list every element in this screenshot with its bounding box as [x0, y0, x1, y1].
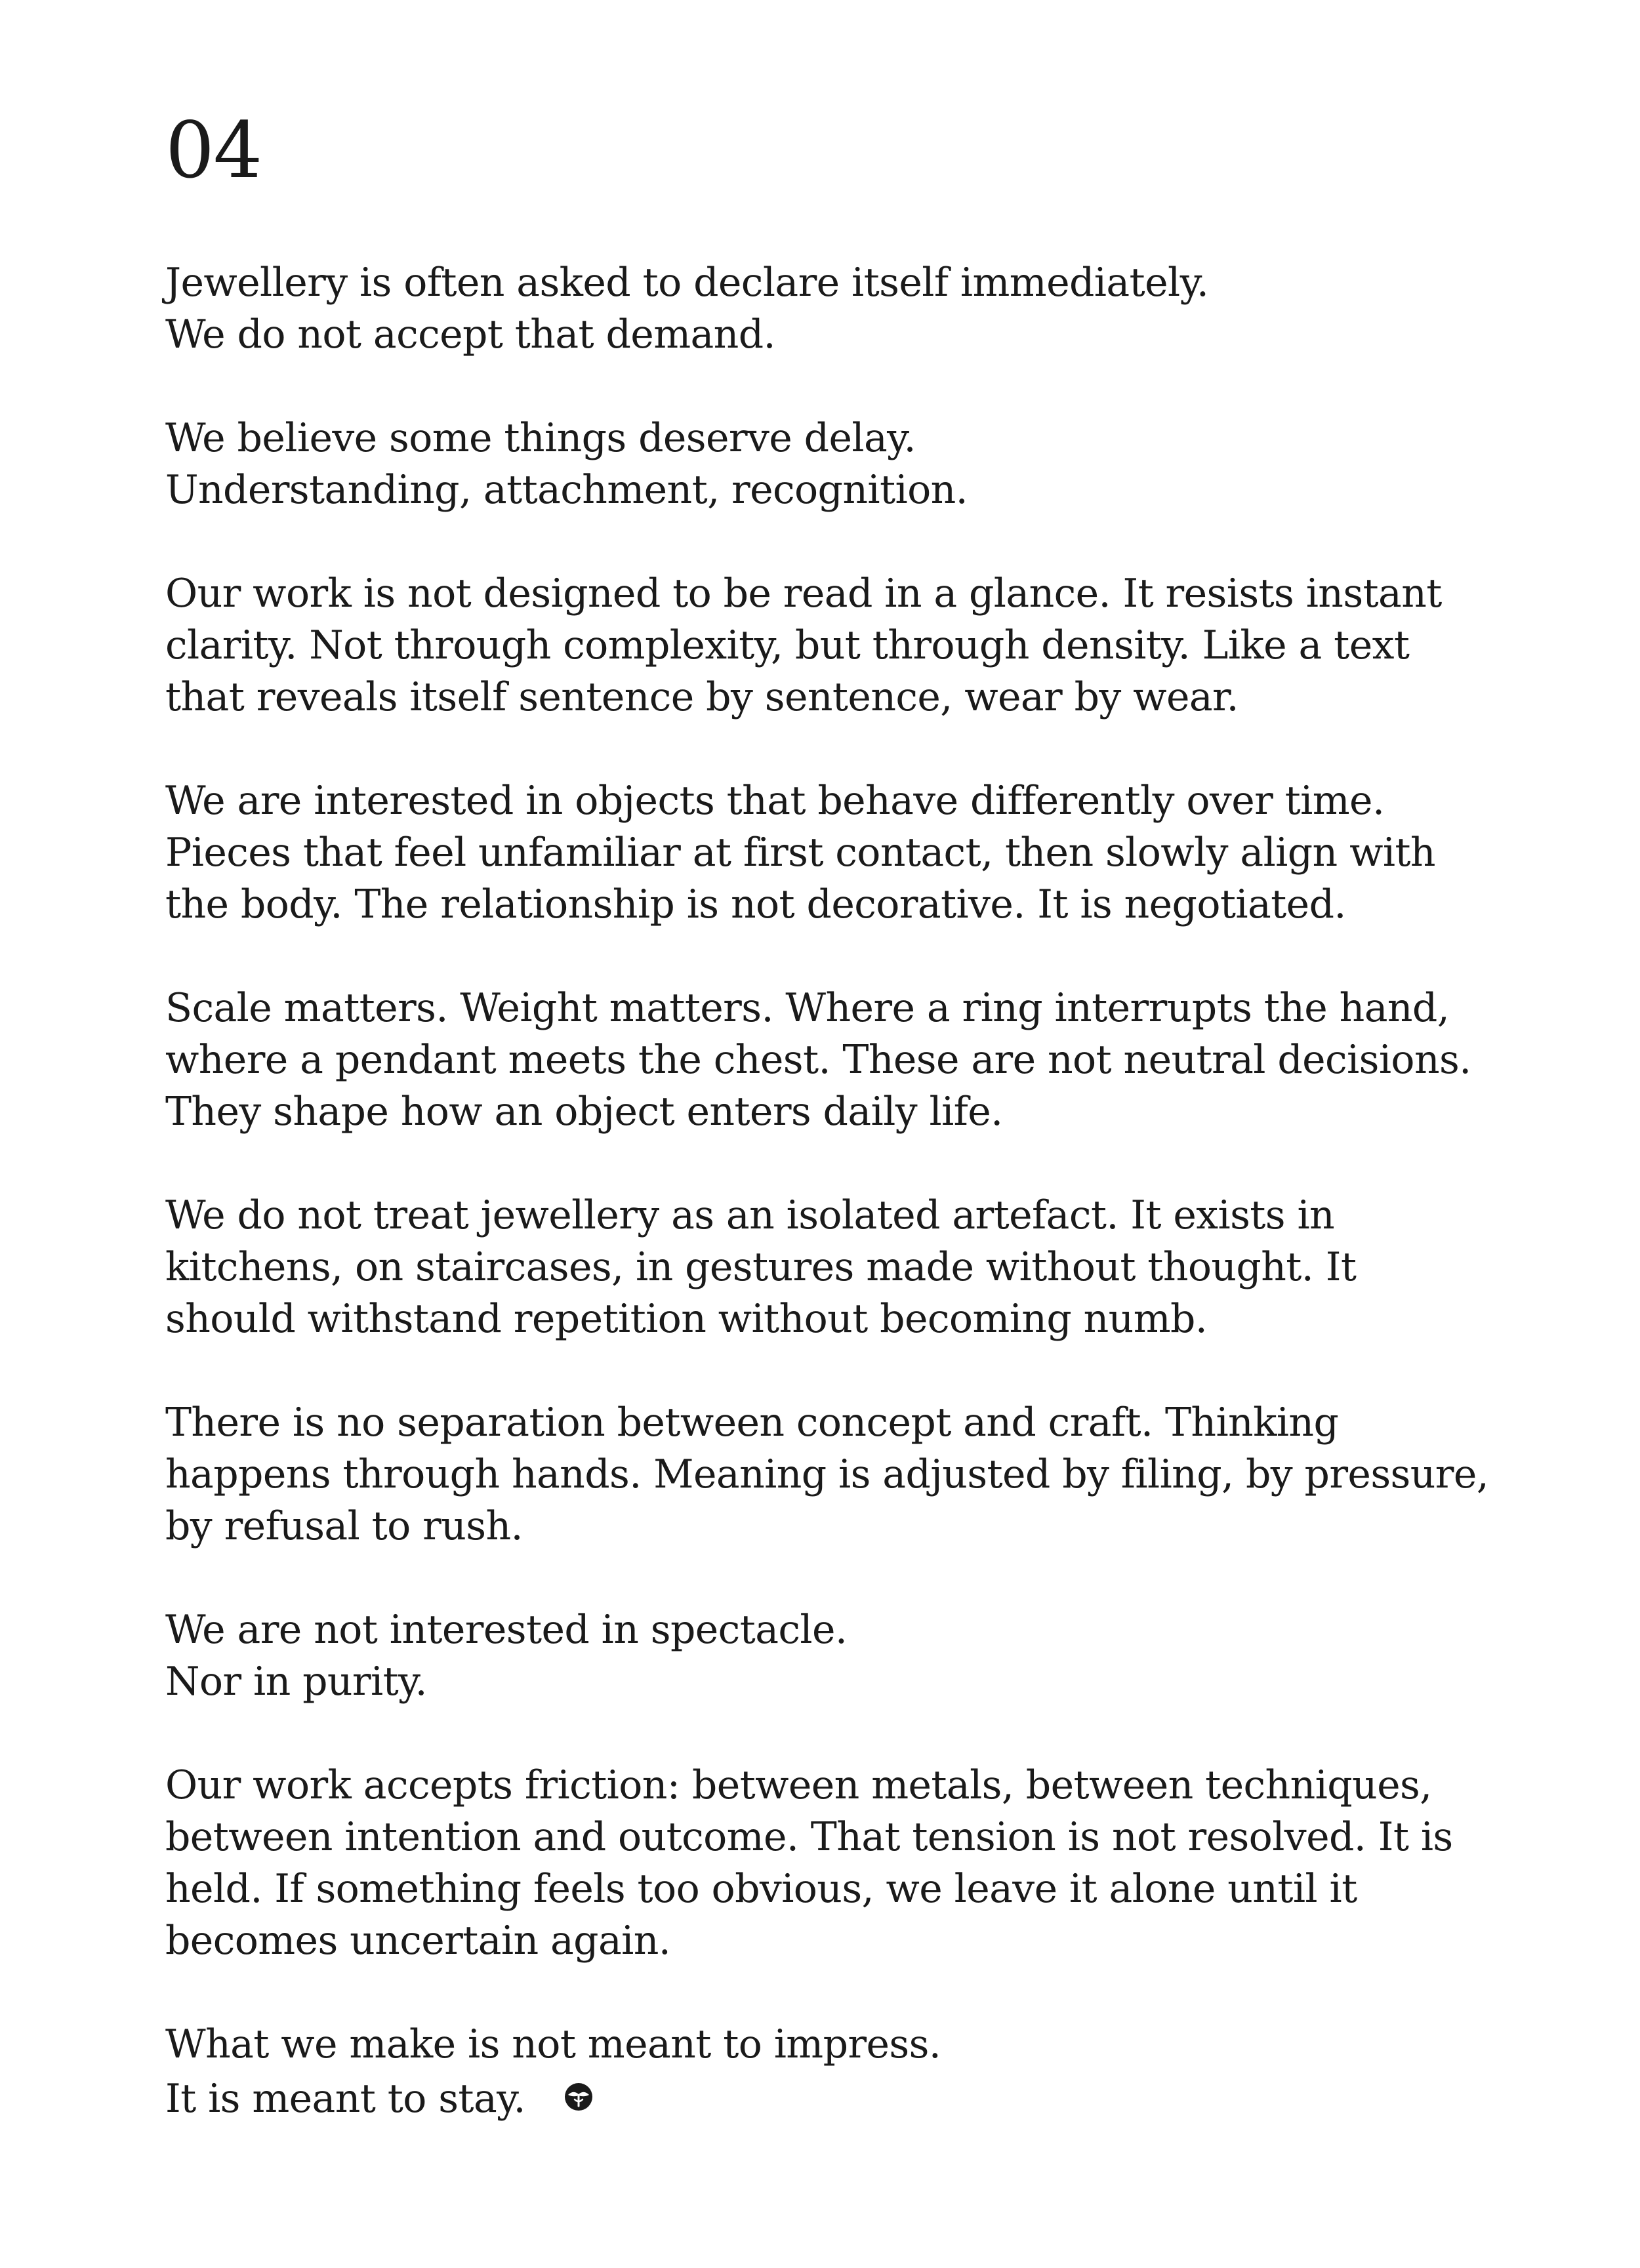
paragraph-line: by refusal to rush. — [165, 1503, 523, 1549]
paragraph-10 — [165, 2019, 1517, 2125]
paragraph-line: Our work accepts friction: between metals, between techniques, — [165, 1762, 1432, 1808]
paragraph-line: There is no separation between concept and craft. Thinking — [165, 1400, 1339, 1446]
paragraph-line: Understanding, attachment, recognition. — [165, 467, 968, 513]
paragraph-line: We are not interested in spectacle. — [165, 1607, 848, 1653]
paragraph-line: should withstand repetition without becoming numb. — [165, 1296, 1208, 1342]
paragraph-5 — [165, 982, 1517, 1138]
paragraph-line: where a pendant meets the chest. These are not neutral decisions. — [165, 1037, 1471, 1083]
paragraph-line: held. If something feels too obvious, we leave it alone until it — [165, 1866, 1357, 1912]
paragraph-line: clarity. Not through complexity, but through density. Like a text — [165, 622, 1410, 668]
paragraph-last-line — [165, 2071, 1517, 2125]
brand-mark-icon — [564, 2073, 594, 2103]
paragraph-8 — [165, 1604, 1517, 1708]
paragraph-line: the body. The relationship is not decorative. It is negotiated. — [165, 881, 1346, 927]
paragraph-1 — [165, 257, 1517, 361]
paragraph-line: What we make is not meant to impress. — [165, 2021, 941, 2067]
paragraph-line: becomes uncertain again. — [165, 1918, 671, 1964]
paragraph-line: kitchens, on staircases, in gestures made without thought. It — [165, 1244, 1357, 1290]
paragraph-7 — [165, 1397, 1517, 1552]
paragraph-line: Our work is not designed to be read in a glance. It resists instant — [165, 571, 1442, 617]
paragraph-line: We are interested in objects that behave differently over time. — [165, 778, 1385, 824]
paragraph-line: that reveals itself sentence by sentence, wear by wear. — [165, 674, 1239, 720]
document-page — [165, 105, 1517, 2177]
paragraph-9 — [165, 1760, 1517, 1967]
paragraph-line: We do not accept that demand. — [165, 312, 776, 357]
paragraph-line: between intention and outcome. That tension is not resolved. It is — [165, 1814, 1453, 1860]
page-number: 04 — [165, 105, 262, 195]
paragraph-line: Pieces that feel unfamiliar at first contact, then slowly align with — [165, 830, 1435, 876]
paragraph-line: They shape how an object enters daily life. — [165, 1089, 1003, 1135]
paragraph-line: We believe some things deserve delay. — [165, 415, 916, 461]
paragraph-line: Nor in purity. — [165, 1659, 427, 1705]
paragraph-line: We do not treat jewellery as an isolated artefact. It exists in — [165, 1192, 1335, 1238]
paragraph-line: Jewellery is often asked to declare itself immediately. — [165, 260, 1209, 306]
paragraph-3 — [165, 568, 1517, 723]
paragraph-6 — [165, 1190, 1517, 1345]
paragraph-2 — [165, 413, 1517, 516]
paragraph-line: Scale matters. Weight matters. Where a ring interrupts the hand, — [165, 985, 1450, 1031]
closing-sentence: It is meant to stay. — [165, 2076, 525, 2122]
paragraph-line: happens through hands. Meaning is adjusted by filing, by pressure, — [165, 1451, 1489, 1497]
paragraph-4 — [165, 775, 1517, 931]
